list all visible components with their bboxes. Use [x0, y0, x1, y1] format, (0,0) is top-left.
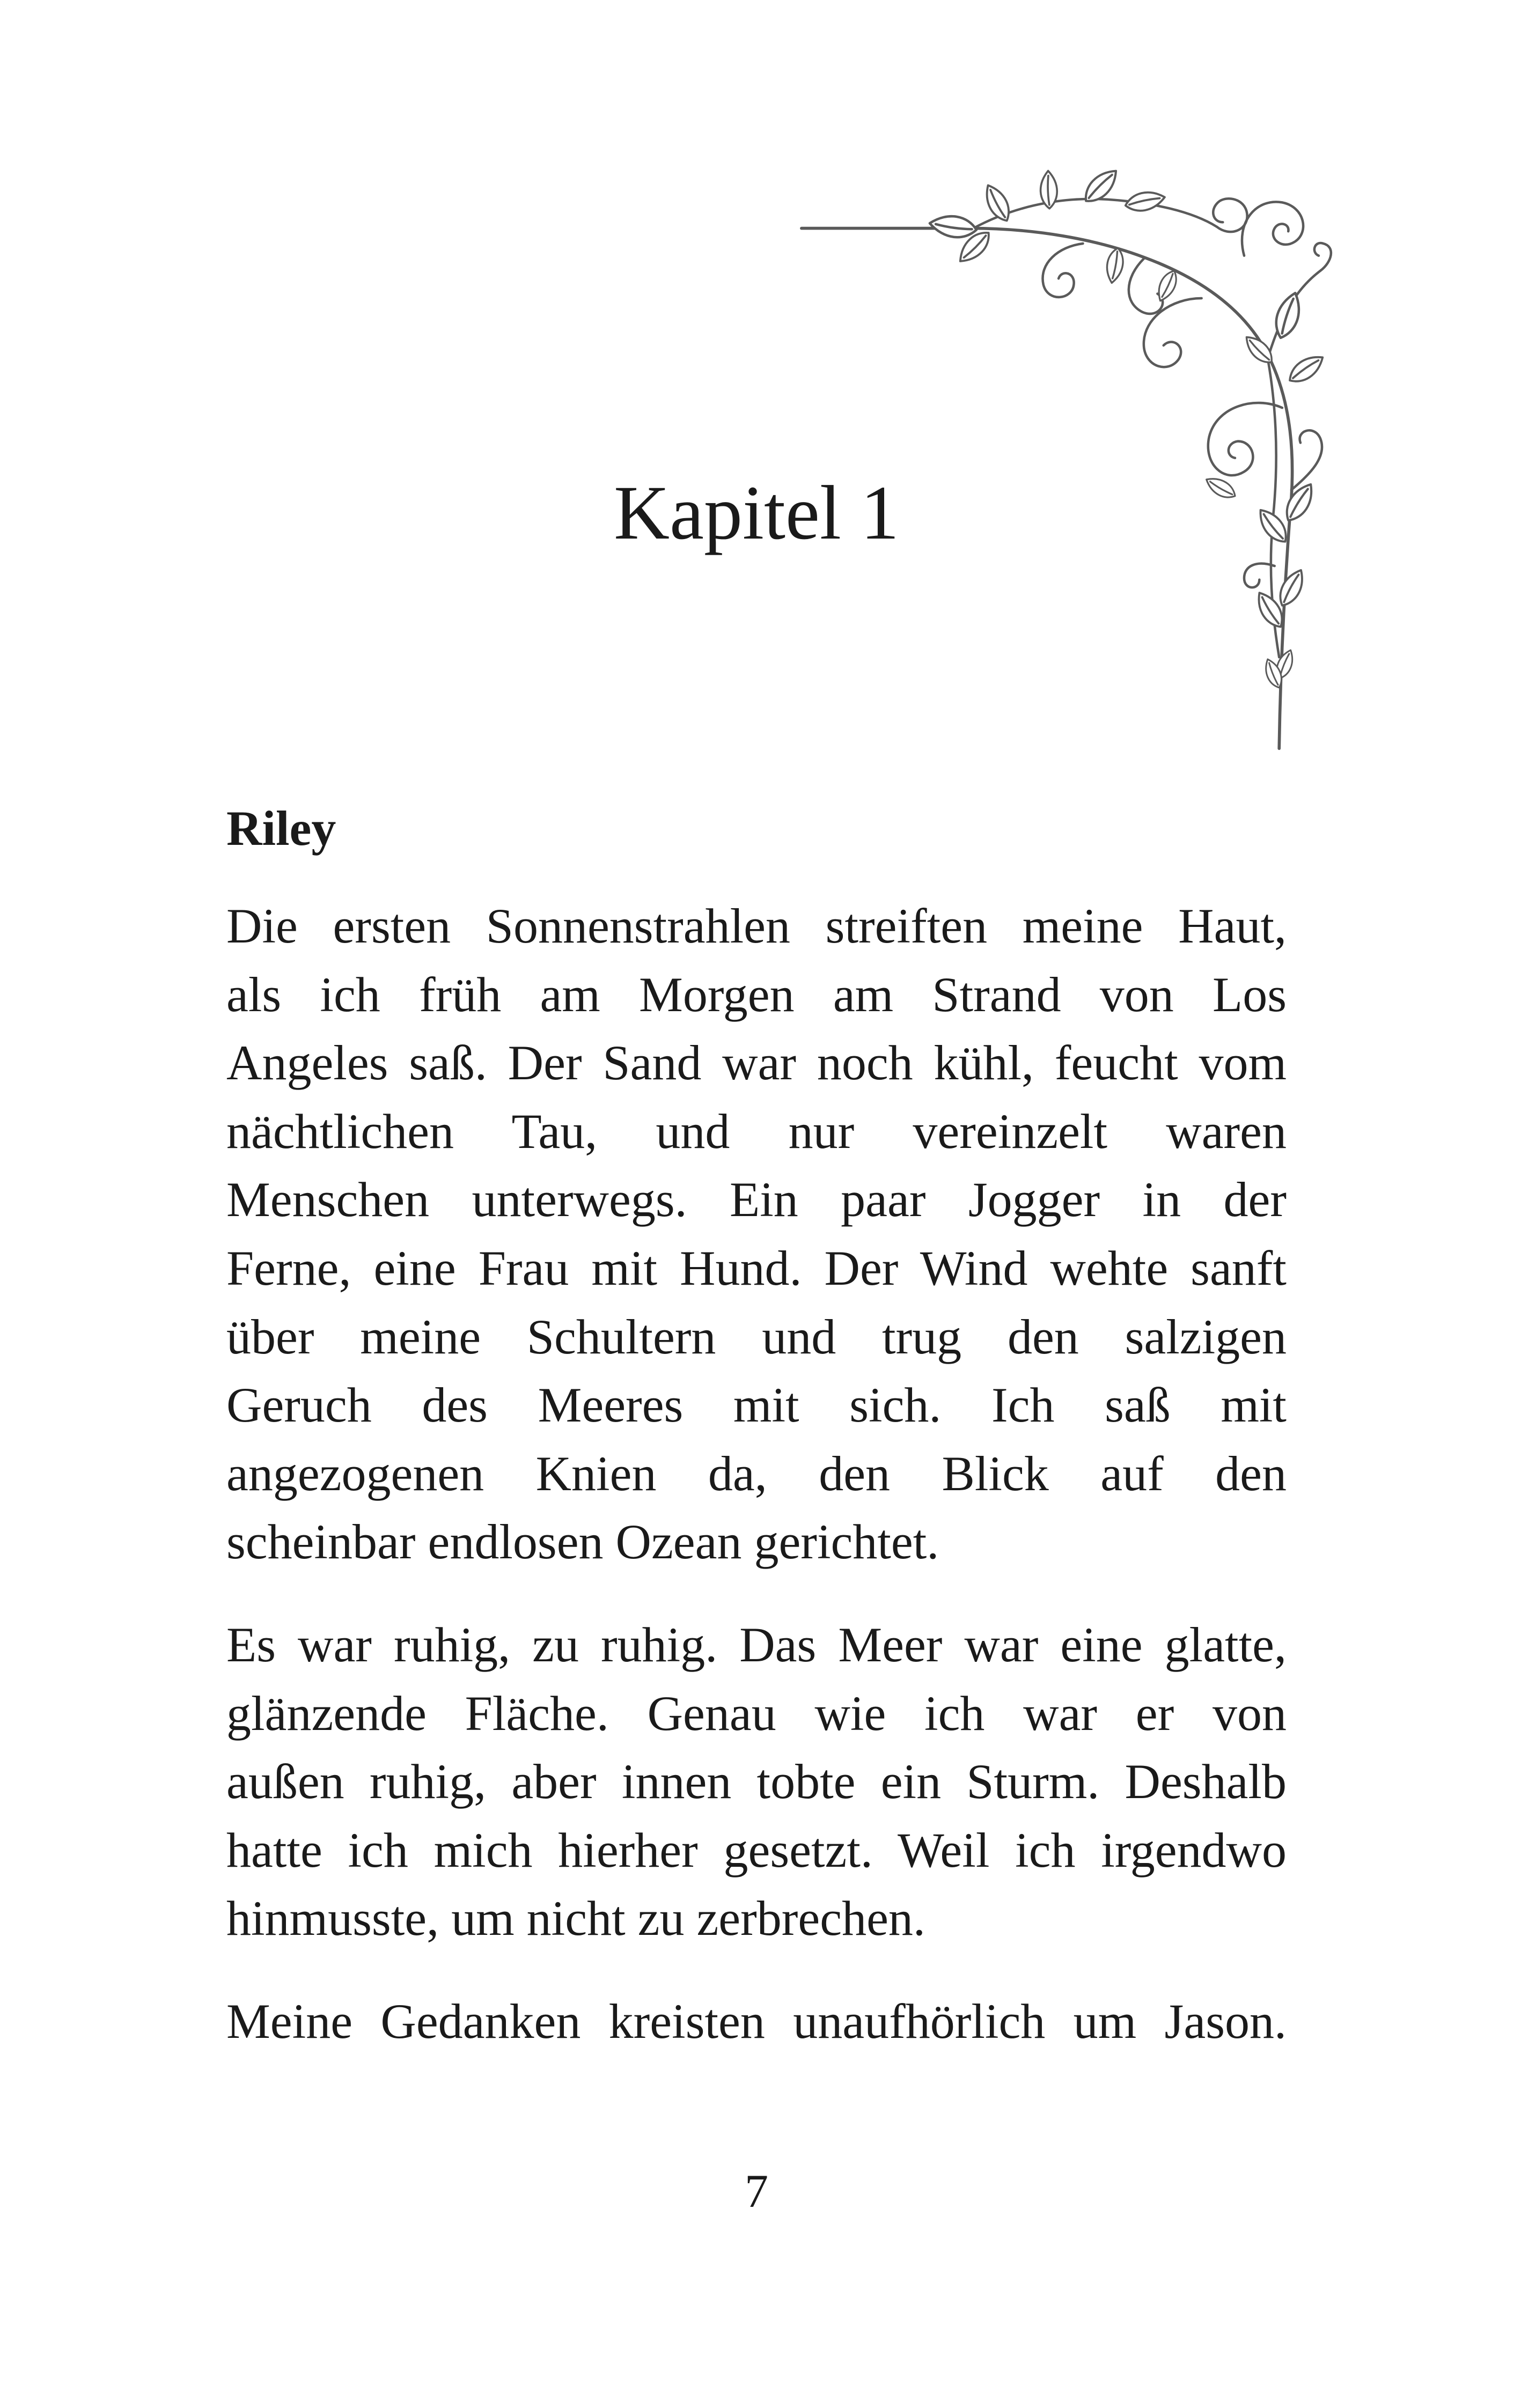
ornament-scroll [1291, 430, 1322, 490]
text-line: als ich früh am Morgen am Strand von Los [226, 967, 1287, 1022]
ornament-leaf [1104, 247, 1126, 284]
ornament-leaf [1275, 566, 1309, 609]
pov-character-heading: Riley [226, 801, 336, 856]
paragraph [226, 1611, 1287, 1953]
page-number: 7 [745, 2166, 768, 2218]
ornament-leaf [1153, 268, 1180, 304]
text-line: nächtlichen Tau, und nur vereinzelt waren [226, 1103, 1287, 1159]
ornament-upper-branch [973, 199, 1217, 229]
text-line: hatte ich mich hierher gesetzt. Weil ich irgendwo [226, 1822, 1287, 1877]
text-line: Meine Gedanken kreisten unaufhörlich um Jason. [226, 1993, 1287, 2049]
text-line: glänzende Fläche. Genau wie ich war er von [226, 1685, 1287, 1741]
chapter-text [226, 892, 1287, 2056]
chapter-title: Kapitel 1 [614, 470, 899, 556]
ornament-leaf [1123, 189, 1166, 214]
ornament-scroll [1208, 403, 1282, 475]
ornament-scroll [1314, 243, 1331, 271]
text-line: angezogenen Knien da, den Blick auf den [226, 1446, 1287, 1501]
text-line: Die ersten Sonnenstrahlen streiften meine Haut, [226, 899, 1287, 953]
text-line: Geruch des Meeres mit sich. Ich saß mit [226, 1378, 1287, 1433]
ornament-scroll [1213, 198, 1247, 232]
text-line: scheinbar endlosen Ozean gerichtet. [226, 1514, 939, 1570]
ornament-scroll [1144, 298, 1202, 367]
text-line: über meine Schultern und trug den salzigen [226, 1309, 1287, 1364]
text-line: Angeles saß. Der Sand war noch kühl, feucht vom [226, 1035, 1287, 1091]
ornament-leaf [1285, 350, 1328, 388]
text-line: Es war ruhig, zu ruhig. Das Meer war eine glatte, [226, 1617, 1287, 1672]
ornament-leaf [928, 213, 978, 240]
paragraph [226, 1987, 1287, 2056]
ornament-scroll [1242, 202, 1303, 255]
floral-corner-ornament [791, 160, 1346, 761]
ornament-scroll [1129, 259, 1163, 314]
ornament-scroll [1042, 244, 1083, 297]
text-line: hinmusste, um nicht zu zerbrechen. [226, 1891, 925, 1946]
paragraph [226, 892, 1287, 1577]
text-line: Menschen unterwegs. Ein paar Jogger in der [226, 1172, 1287, 1227]
text-line: außen ruhig, aber innen tobte ein Sturm. Deshalb [226, 1754, 1287, 1809]
text-line: Ferne, eine Frau mit Hund. Der Wind wehte sanft [226, 1240, 1287, 1295]
